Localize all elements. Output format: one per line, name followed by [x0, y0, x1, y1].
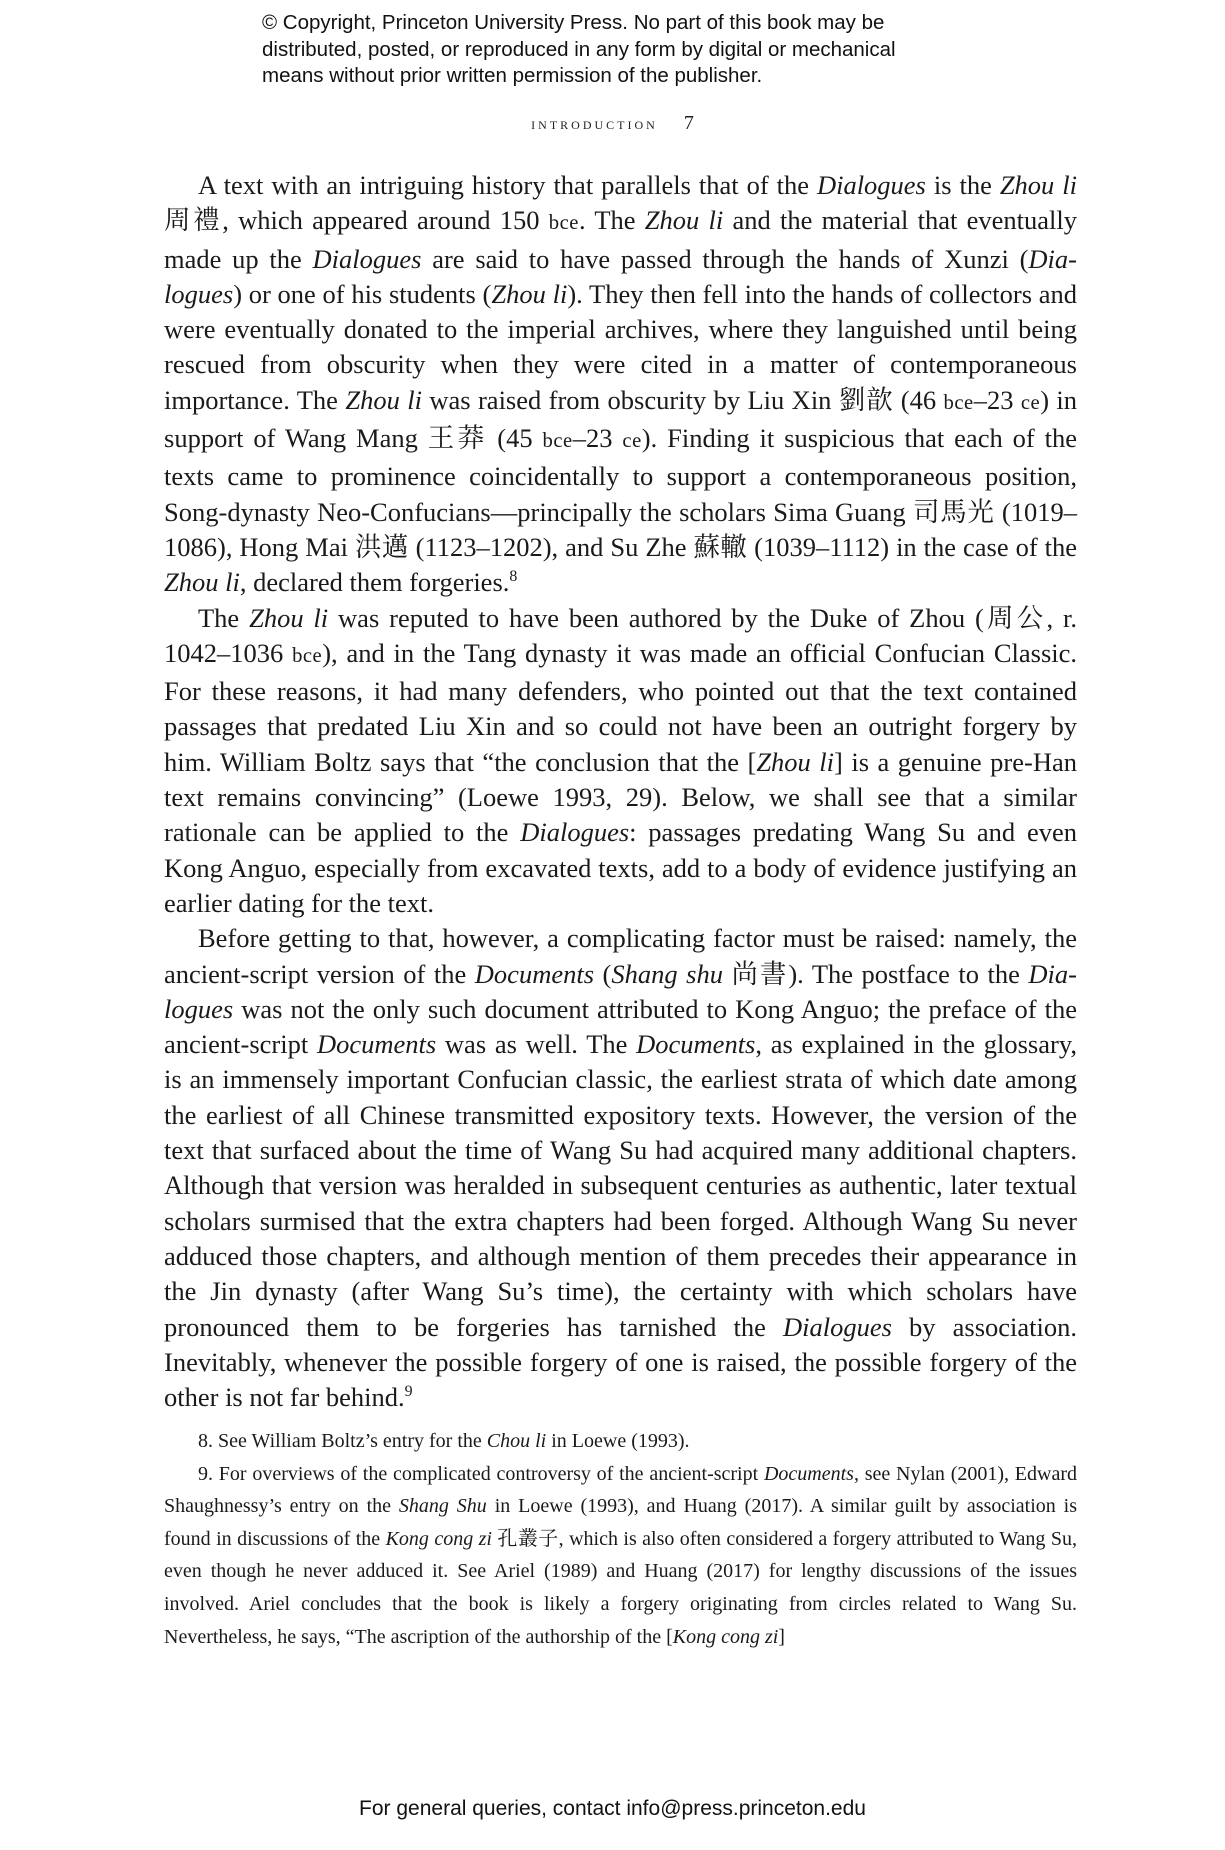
copyright-line: distributed, posted, or reproduced in any form by digital or mechanical: [262, 37, 896, 61]
footnote: 9. For overviews of the complicated controversy of the ancient-script Documents, see Nylan (2001), Edward Shaughnessy’s entry on the Shang Shu in Loewe (1993), and Huang (2017). A similar guilt by association is found in discussions of the Kong cong zi 孔叢子, which is also often considered a forgery attributed to Wang Su, even though he never adduced it. See Ariel (1989) and Huang (2017) for lengthy discussions of the issues involved. Ariel concludes that the book is likely a forgery originating from circles related to Wang Su. Nevertheless, he says, “The ascription of the authorship of the [Kong cong zi]: [164, 1462, 1078, 1648]
copyright-line: means without prior written permission of the publisher.: [262, 64, 763, 87]
footnote-ref: 9: [404, 1383, 413, 1401]
running-head: [0, 112, 1225, 135]
footnote-ref: 8: [509, 568, 518, 586]
paragraph: The Zhou li was reputed to have been authored by the Duke of Zhou (周公, r. 1042–1036 bce), and in the Tang dynasty it was made an official Confucian Classic. For these reasons, it had many defenders, who pointed out that the text contained passages that predated Liu Xin and so could not have been an outright forgery by him. William Boltz says that “the conclusion that the [Zhou li] is a genuine pre-Han text remains convincing” (Loewe 1993, 29). Below, we shall see that a similar rationale can be applied to the Dialogues: passages predating Wang Su and even Kong Anguo, especially from excavated texts, add to a body of evidence justifying an earlier dating for the text.: [164, 602, 1078, 918]
footer-contact: For general queries, contact info@press.princeton.edu: [359, 1797, 866, 1820]
body-text: [164, 168, 1077, 1415]
paragraph: Before getting to that, however, a complicating factor must be raised: namely, the ancient-script version of the Documents (Shang shu 尚書). The postface to the Dialogues was not the only such document attributed to Kong Anguo; the preface of the ancient-script Documents was as well. The Documents, as explained in the glossary, is an immensely important Confucian classic, the earliest strata of which date among the earliest of all Chinese transmitted expository texts. However, the version of the text that surfaced about the time of Wang Su had acquired many additional chapters. Although that version was heralded in subsequent centuries as authentic, later textual scholars surmised that the extra chapters had been forged. Although Wang Su never adduced those chapters, and although mention of them precedes their appearance in the Jin dynasty (after Wang Su’s time), the certainty with which scholars have pronounced them to be forgeries has tarnished the Dialogues by association. Inevitably, whenever the possible forgery of one is raised, the possible forgery of the other is not far behind.$^9$: [164, 923, 1077, 1413]
footnote: 8. See William Boltz’s entry for the Chou li in Loewe (1993).: [198, 1430, 690, 1452]
copyright-notice: [262, 10, 1022, 90]
paragraph: A text with an intriguing history that parallels that of the Dialogues is the Zhou li 周禮, which appeared around 150 bce. The Zhou li and the material that eventually made up the Dialogues are said to have passed through the hands of Xunzi (Dialogues) or one of his students (Zhou li). They then fell into the hands of collectors and were eventually donated to the imperial archives, where they languished until being rescued from obscurity when they were cited in a matter of contemporaneous importance. The Zhou li was raised from obscurity by Liu Xin 劉歆 (46 bce–23 ce) in support of Wang Mang 王莽 (45 bce–23 ce). Finding it suspicious that each of the texts came to prominence coincidentally to support a contemporaneous position, Song-dynasty Neo-Confucians—principally the scholars Sima Guang 司馬光 (1019–1086), Hong Mai 洪邁 (1123–1202), and Su Zhe 蘇轍 (1039–1112) in the case of the Zhou li, declared them forgeries.$^8$: [164, 170, 1078, 598]
footnotes: [164, 1425, 1077, 1653]
page-number: 7: [683, 112, 694, 134]
copyright-line: © Copyright, Princeton University Press. No part of this book may be: [262, 11, 885, 34]
running-head-title: introduction: [531, 114, 658, 133]
